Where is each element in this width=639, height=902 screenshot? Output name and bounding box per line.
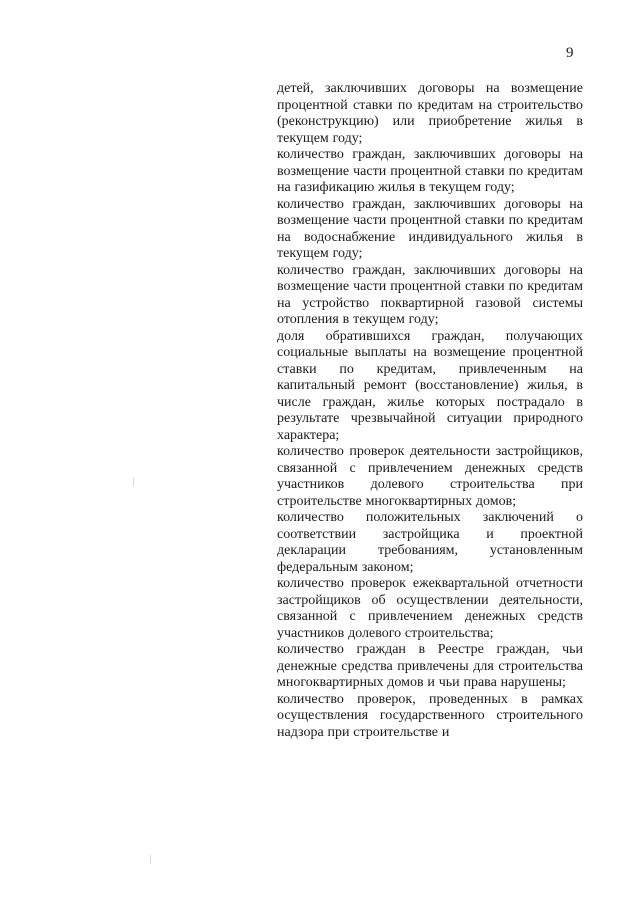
paragraph-10: количество проверок, проведенных в рамках осуществления государственного строительного надзора при строительстве и xyxy=(277,691,583,740)
scan-artifact-bottom xyxy=(150,855,151,864)
paragraph-5: доля обратившихся граждан, получающих социальные выплаты на возмещение процентной ставки по кредитам, привлеченным на капитальный ремонт (восстановление) жилья, в числе граждан, жилье которых пострадало в результате чрезвычайной ситуации природного характера; xyxy=(277,328,583,443)
paragraph-9: количество граждан в Реестре граждан, чьи денежные средства привлечены для строительства многоквартирных домов и чьи права нарушены; xyxy=(277,642,583,690)
paragraph-2: количество граждан, заключивших договоры на возмещение части процентной ставки по кредитам на газификацию жилья в текущем году; xyxy=(277,147,583,195)
scan-artifact-left xyxy=(133,478,134,486)
paragraph-4: количество граждан, заключивших договоры на возмещение части процентной ставки по кредитам на устройство поквартирной газовой системы отопления в текущем году; xyxy=(277,262,583,327)
paragraph-6: количество проверок деятельности застройщиков, связанной с привлечением денежных средств участников долевого строительства при строительстве многоквартирных домов; xyxy=(277,444,583,509)
paragraph-7: количество положительных заключений о соответствии застройщика и проектной декларации требованиям, установленным федеральным законом; xyxy=(277,510,583,575)
body-text xyxy=(277,81,583,741)
page-number: 9 xyxy=(566,45,574,61)
paragraph-3: количество граждан, заключивших договоры на возмещение части процентной ставки по кредитам на водоснабжение индивидуального жилья в текущем году; xyxy=(277,196,583,261)
paragraph-8: количество проверок ежеквартальной отчетности застройщиков об осуществлении деятельности, связанной с привлечением денежных средств участников долевого строительства; xyxy=(277,576,583,641)
paragraph-1: детей, заключивших договоры на возмещение процентной ставки по кредитам на строительство (реконструкцию) или приобретение жилья в текущем году; xyxy=(277,81,583,146)
